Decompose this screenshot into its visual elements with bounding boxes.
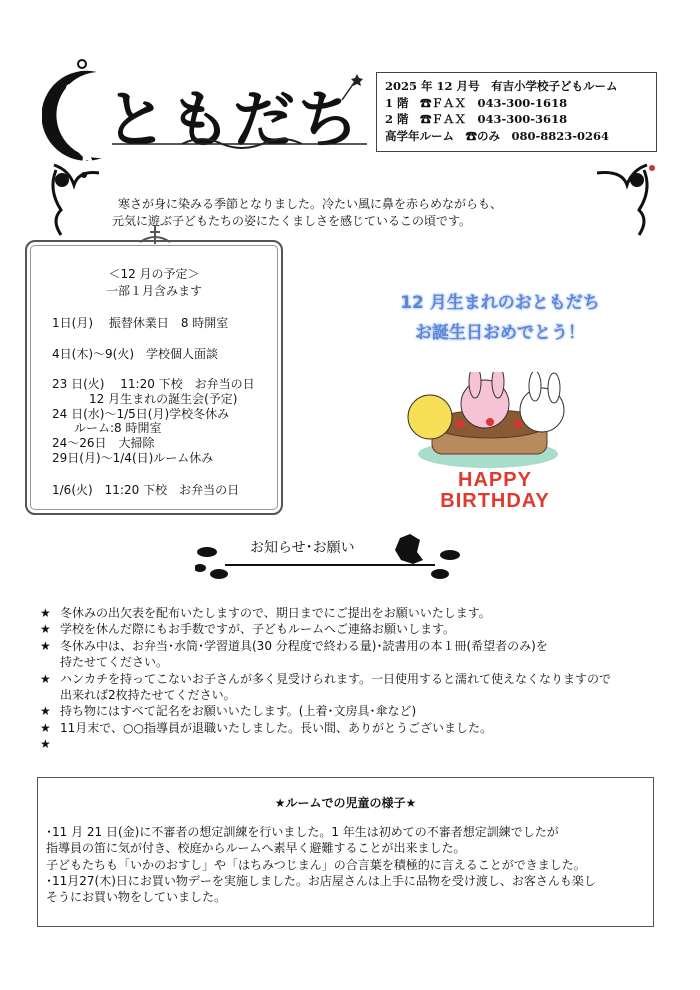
newsletter-title: ともだち	[105, 83, 362, 156]
corner-ornament-left	[44, 160, 109, 238]
notice-text: 持ち物にはすべて記名をお願いいたします。(上着･文房具･傘など)	[60, 704, 417, 719]
notices-heading: お知らせ･お願い	[250, 540, 355, 556]
birthday-heading-1: 12 月生まれのおともだち	[400, 293, 600, 313]
schedule-item: 1/6(火) 11:20 下校 お弁当の日	[52, 483, 240, 497]
birthday-text: BIRTHDAY	[440, 490, 550, 512]
star-icon: ★	[40, 720, 51, 735]
notice-item	[40, 621, 611, 637]
notice-text: 学校を休んだ際にもお手数ですが、子どもルームへご連絡お願いします。	[60, 622, 456, 637]
schedule-item: 24 日(水)～1/5日(月)学校冬休み	[52, 407, 230, 421]
notice-item	[40, 605, 611, 621]
floor1-fax: 1 階 ☎ＦＡＸ 043-300-1618	[385, 95, 568, 110]
schedule-frame	[25, 240, 283, 515]
report-line: ･11 月 21 日(金)に不審者の想定訓練を行いました。1 年生は初めての不審者想定訓練でしたが	[46, 825, 559, 839]
room-report-box	[37, 777, 654, 927]
greeting-line: 寒さが身に染みる季節となりました。冷たい風に鼻を赤らめながらも、	[118, 197, 503, 211]
notice-item-continued	[40, 654, 611, 670]
greeting-line: 元気に遊ぶ子どもたちの姿にたくましさを感じているこの頃です。	[112, 214, 472, 228]
frame-top-ornament	[135, 226, 175, 246]
notice-item-continued	[40, 687, 611, 703]
notice-item	[40, 720, 611, 736]
issue-line: 2025 年 12 月号 有吉小学校子どもルーム	[385, 79, 618, 93]
birthday-heading-2: お誕生日おめでとう！	[415, 323, 585, 343]
schedule-item: 29日(月)～1/4(日)ルーム休み	[52, 451, 214, 465]
greeting-text	[112, 196, 502, 230]
notice-item	[40, 638, 611, 654]
star-icon: ★	[40, 622, 51, 637]
schedule-item: 4日(木)～9(火) 学校個人面談	[52, 347, 218, 361]
birthday-cake-illustration	[400, 372, 580, 472]
contact-info-box	[376, 72, 657, 152]
schedule-subtitle: 一部１月含みます	[105, 284, 202, 298]
notice-text: 持たせてください。	[60, 655, 169, 670]
schedule-item: 24～26日 大掃除	[52, 436, 155, 450]
star-icon: ★	[40, 606, 51, 620]
upper-grade-phone: 高学年ルーム ☎のみ 080-8823-0264	[385, 128, 610, 143]
schedule-item: 1日(月) 振替休業日 8 時開室	[52, 316, 229, 330]
schedule-item: 12 月生まれの誕生会(予定)	[89, 392, 238, 406]
report-line: ･11月27(木)日にお買い物デーを実施しました。お店屋さんは上手に品物を受け渡し、お客さんも楽し	[46, 873, 596, 888]
notice-item	[40, 671, 611, 687]
corner-ornament-right	[582, 160, 657, 242]
magic-wand-icon	[340, 72, 364, 102]
report-line: 子どもたちも「いかのおすし」や「はちみつじまん」の合言葉を積極的に言えることができました。	[46, 857, 586, 872]
notice-text: 出来れば2枚持たせてください。	[60, 688, 236, 703]
report-line: そうにお買い物をしていました。	[46, 890, 227, 905]
star-icon: ★	[40, 704, 51, 719]
schedule-title: ＜12 月の予定＞	[108, 267, 200, 281]
notice-text: 冬休みの出欠表を配布いたしますので、期日までにご提出をお願いいたします。	[60, 606, 491, 620]
floor2-fax: 2 階 ☎ＦＡＸ 043-300-3618	[385, 112, 568, 126]
star-icon: ★	[40, 671, 51, 686]
schedule-item: ルーム:8 時開室	[74, 421, 162, 435]
happy-text: HAPPY	[458, 469, 532, 491]
room-report-title: ★ルームでの児童の様子★	[274, 796, 417, 810]
notices-list	[40, 605, 611, 753]
notice-text: ハンカチを持ってこないお子さんが多く見受けられます。一日使用すると濡れて使えなくなりますので	[60, 671, 612, 686]
happy-birthday-text	[415, 470, 575, 512]
notice-text: 11月末で、○○指導員が退職いたしました。長い間、ありがとうございました。	[60, 720, 492, 735]
title-ornament	[112, 136, 367, 150]
schedule-item: 23 日(火) 11:20 下校 お弁当の日	[52, 377, 255, 391]
notice-item	[40, 703, 611, 719]
notice-item	[40, 736, 611, 752]
star-icon: ★	[40, 737, 51, 752]
notice-text: 冬休み中は、お弁当･水筒･学習道具(30 分程度で終わる量)･読書用の本１冊(希望者のみ)を	[60, 638, 548, 653]
report-line: 指導員の笛に気が付き、校庭からルームへ素早く避難することが出来ました。	[46, 841, 466, 856]
star-icon: ★	[40, 638, 51, 653]
